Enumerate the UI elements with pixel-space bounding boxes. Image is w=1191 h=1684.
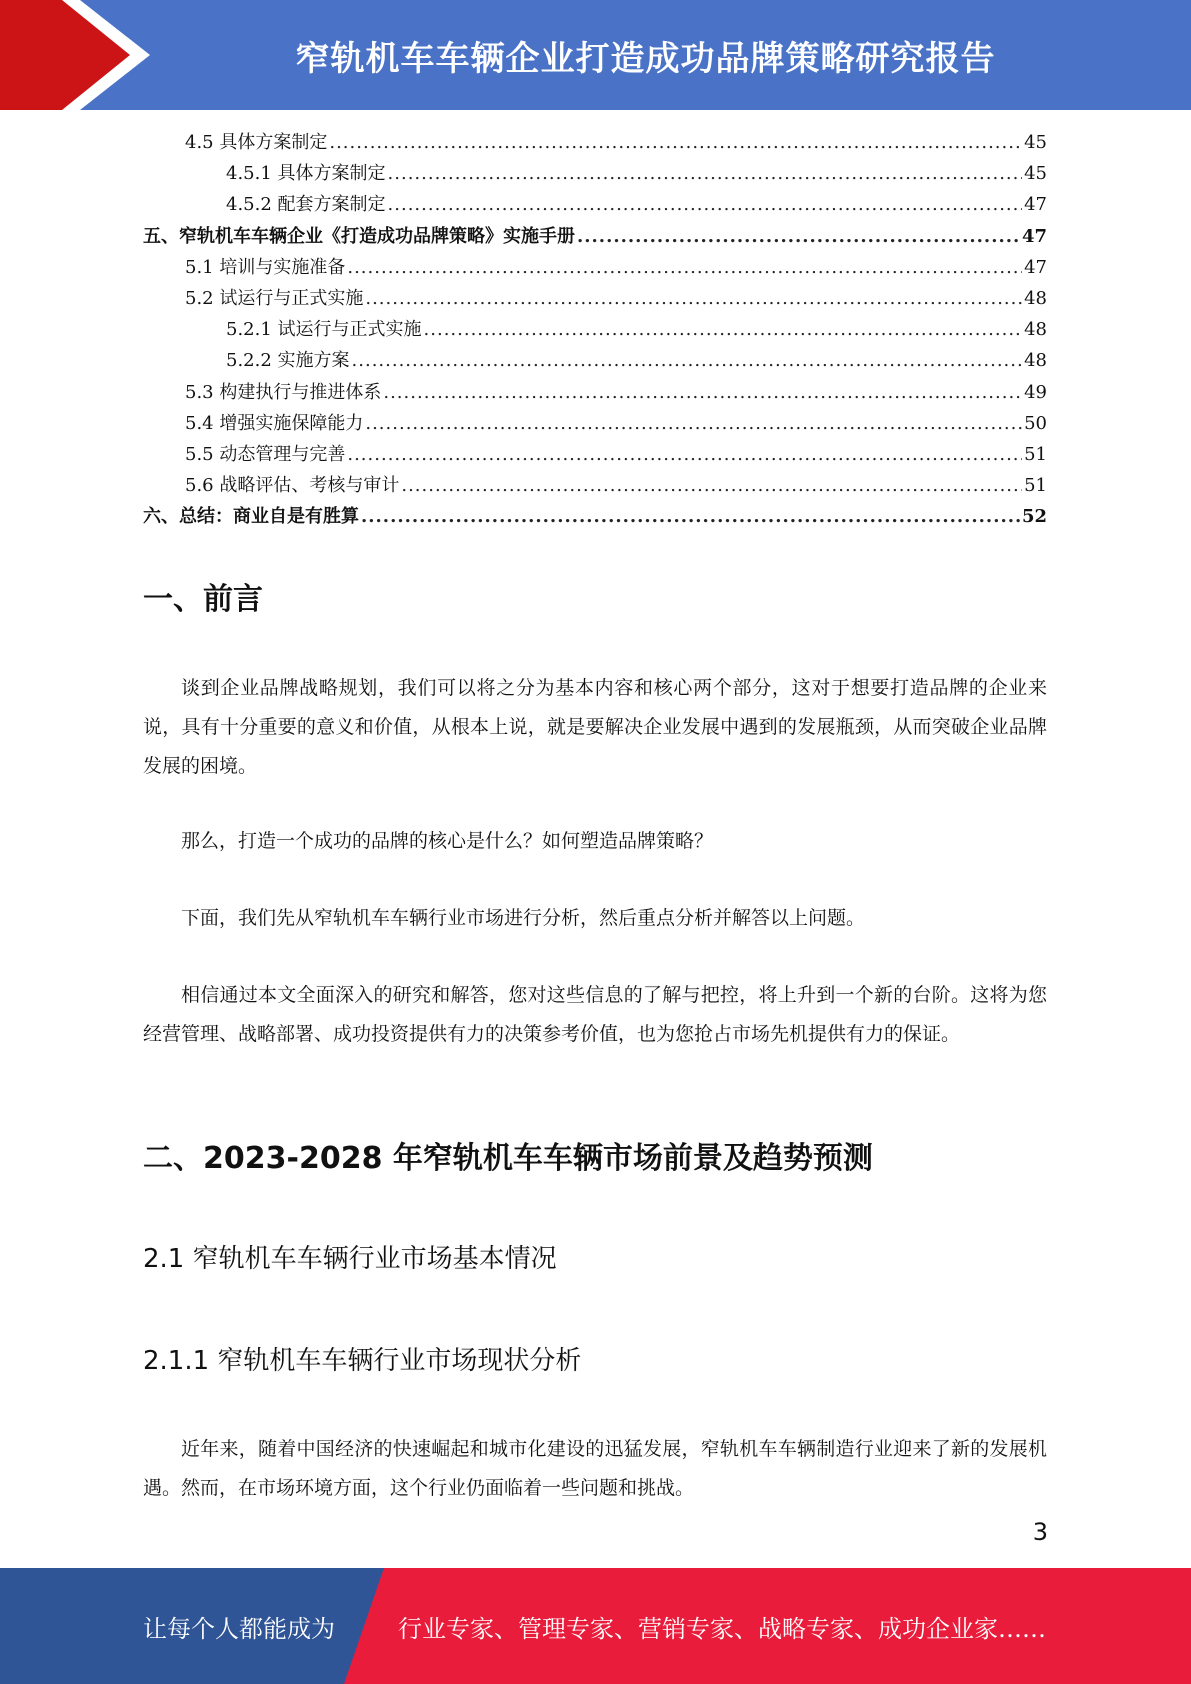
toc-entry-label: 5.4 增强实施保障能力 [185, 412, 364, 434]
toc-entry-label: 5.2.1 试运行与正式实施 [226, 319, 422, 341]
toc-entry-page: 48 [1024, 319, 1047, 341]
toc-dot-leader [577, 226, 1020, 247]
footer-slogan-left: 让每个人都能成为 [143, 1614, 335, 1643]
toc-dot-leader [388, 163, 1023, 184]
toc-entry[interactable] [143, 128, 1047, 159]
toc-entry-page: 45 [1024, 132, 1047, 153]
toc-entry-page: 49 [1024, 381, 1047, 403]
toc-entry[interactable] [143, 409, 1047, 440]
toc-entry[interactable] [143, 159, 1047, 190]
toc-dot-leader [365, 288, 1022, 309]
toc-dot-leader [424, 319, 1023, 340]
page-number: 3 [1032, 1518, 1048, 1546]
toc-entry-label: 4.5.1 具体方案制定 [226, 163, 386, 185]
heading-preface: 一、前言 [143, 582, 263, 617]
toc-entry[interactable] [143, 222, 1047, 253]
toc-entry-label: 5.5 动态管理与完善 [185, 443, 346, 465]
toc-entry-page: 47 [1021, 225, 1047, 247]
preface-paragraph-4: 相信通过本文全面深入的研究和解答，您对这些信息的了解与把控，将上升到一个新的台阶。这将为您经营管理、战略部署、成功投资提供有力的决策参考价值，也为您抢占市场先机提供有力的保证。 [143, 984, 1047, 1045]
toc-entry-label: 5.1 培训与实施准备 [185, 256, 346, 278]
toc-entry-label: 六、总结：商业自是有胜算 [143, 506, 359, 528]
header-title: 窄轨机车车辆企业打造成功品牌策略研究报告 [295, 38, 996, 79]
toc-entry-label: 4.5.2 配套方案制定 [226, 194, 386, 216]
preface-paragraph-3: 下面，我们先从窄轨机车车辆行业市场进行分析，然后重点分析并解答以上问题。 [181, 907, 866, 929]
toc-dot-leader [365, 413, 1022, 434]
toc-entry[interactable] [143, 502, 1047, 533]
toc-dot-leader [388, 194, 1023, 215]
toc-entry-label: 5.2.2 实施方案 [226, 350, 350, 372]
toc-entry-page: 52 [1021, 506, 1047, 528]
footer-slogan-right: 行业专家、管理专家、营销专家、战略专家、成功企业家…… [398, 1614, 1046, 1643]
toc-dot-leader [352, 350, 1023, 371]
toc-entry-label: 5.6 战略评估、考核与审计 [185, 475, 400, 497]
toc-entry-page: 51 [1024, 443, 1047, 465]
toc-entry-page: 51 [1024, 475, 1047, 497]
toc-entry[interactable] [143, 253, 1047, 284]
toc-entry-page: 48 [1024, 287, 1047, 309]
toc-entry-page: 48 [1024, 350, 1047, 372]
toc-entry-page: 47 [1024, 256, 1047, 278]
table-of-contents [143, 128, 1047, 533]
toc-entry-label: 4.5 具体方案制定 [185, 132, 328, 153]
toc-dot-leader [329, 132, 1022, 153]
preface-paragraph-2: 那么，打造一个成功的品牌的核心是什么？如何塑造品牌策略？ [181, 830, 714, 852]
toc-entry[interactable] [143, 346, 1047, 377]
status-paragraph-1: 近年来，随着中国经济的快速崛起和城市化建设的迅猛发展，窄轨机车车辆制造行业迎来了新的发展机遇。然而，在市场环境方面，这个行业仍面临着一些问题和挑战。 [143, 1438, 1047, 1499]
toc-dot-leader [361, 506, 1020, 527]
toc-entry-page: 45 [1024, 163, 1047, 185]
toc-dot-leader [383, 382, 1022, 403]
toc-dot-leader [347, 257, 1022, 278]
toc-entry-label: 5.3 构建执行与推进体系 [185, 381, 382, 403]
toc-entry[interactable] [143, 378, 1047, 409]
preface-paragraph-1: 谈到企业品牌战略规划，我们可以将之分为基本内容和核心两个部分，这对于想要打造品牌的企业来说，具有十分重要的意义和价值，从根本上说，就是要解决企业发展中遇到的发展瓶颈，从而突破企业品牌发展的困境。 [143, 677, 1047, 777]
toc-entry[interactable] [143, 284, 1047, 315]
toc-entry[interactable] [143, 471, 1047, 502]
header-banner [0, 0, 1191, 110]
toc-entry-label: 5.2 试运行与正式实施 [185, 287, 364, 309]
heading-market-outlook: 二、2023-2028 年窄轨机车车辆市场前景及趋势预测 [143, 1141, 873, 1176]
heading-market-basic: 2.1 窄轨机车车辆行业市场基本情况 [143, 1244, 557, 1274]
toc-entry-label: 五、窄轨机车车辆企业《打造成功品牌策略》实施手册 [143, 225, 575, 247]
toc-entry[interactable] [143, 190, 1047, 221]
heading-market-status: 2.1.1 窄轨机车车辆行业市场现状分析 [143, 1346, 582, 1376]
toc-entry-page: 50 [1024, 412, 1047, 434]
footer-banner [0, 1568, 1191, 1684]
toc-entry-page: 47 [1024, 194, 1047, 216]
toc-dot-leader [347, 444, 1022, 465]
toc-entry[interactable] [143, 440, 1047, 471]
toc-entry[interactable] [143, 315, 1047, 346]
toc-dot-leader [401, 475, 1022, 496]
